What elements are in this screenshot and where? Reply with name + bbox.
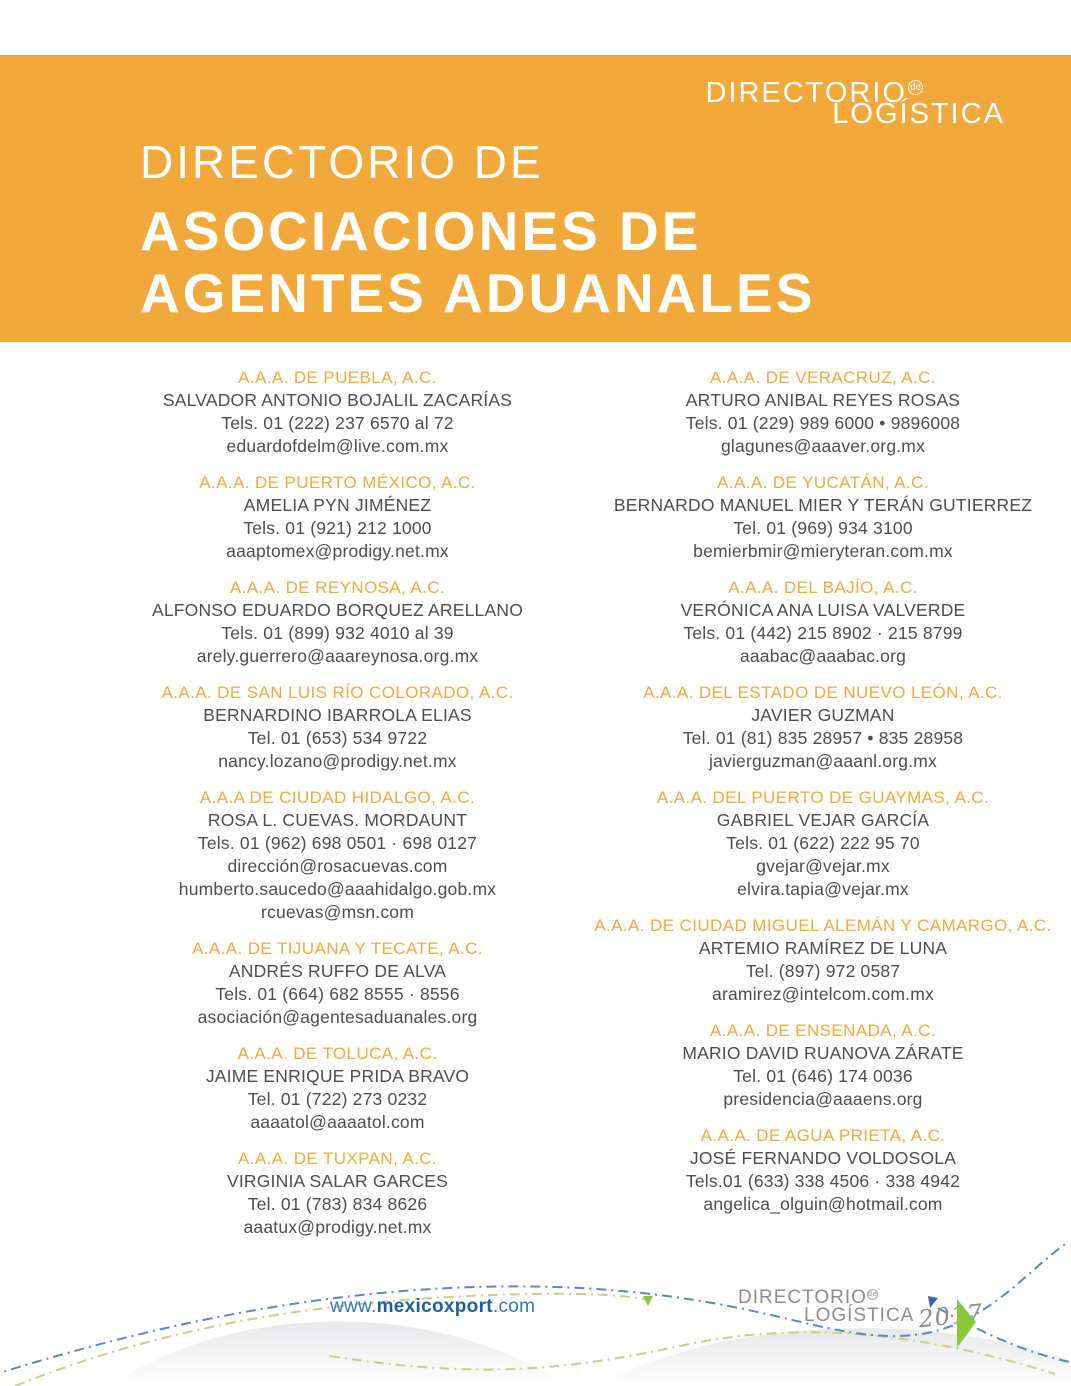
- association-name: A.A.A. DE PUEBLA, A.C.: [238, 368, 437, 387]
- header-banner: [0, 55, 1071, 342]
- footer-brand-de-badge-icon: de: [867, 1291, 878, 1298]
- directory-entry: [95, 366, 580, 458]
- association-name: A.A.A DE CIUDAD HIDALGO, A.C.: [199, 788, 476, 807]
- entry-detail: Tels. 01 (664) 682 8555 · 8556: [215, 984, 460, 1004]
- green-arrowhead-icon: [643, 1296, 653, 1306]
- directory-entry: [95, 1042, 580, 1134]
- directory-entry: [95, 576, 580, 668]
- association-name: A.A.A. DE TOLUCA, A.C.: [237, 1044, 438, 1063]
- entry-email: elvira.tapia@vejar.mx: [737, 879, 909, 899]
- entry-detail: Tel. 01 (653) 534 9722: [247, 728, 428, 748]
- directory-column-left: [95, 366, 580, 1252]
- footer-year: 2017: [917, 1298, 986, 1334]
- entry-email: javierguzman@aaanl.org.mx: [708, 751, 937, 771]
- entry-email: presidencia@aaaens.org: [723, 1089, 923, 1109]
- entry-detail: Tel. 01 (81) 835 28957 • 835 28958: [682, 728, 964, 748]
- directory-entry: [95, 681, 580, 773]
- directory-entry: [95, 1147, 580, 1239]
- footer-brand-directorio: DIRECTORIO: [738, 1287, 867, 1308]
- entry-email: aaaptomex@prodigy.net.mx: [226, 541, 449, 561]
- entry-detail: Tel. (897) 972 0587: [745, 961, 901, 981]
- footer-brand-logistica: LOGÍSTICA: [804, 1305, 915, 1326]
- entry-detail: ANDRÉS RUFFO DE ALVA: [228, 961, 447, 981]
- entry-detail: Tel. 01 (969) 934 3100: [733, 518, 913, 538]
- page-title-light: DIRECTORIO DE: [140, 136, 544, 188]
- entry-detail: MARIO DAVID RUANOVA ZÁRATE: [682, 1043, 964, 1063]
- entry-email: arely.guerrero@aaareynosa.org.mx: [196, 646, 479, 666]
- entry-detail: ARTURO ANIBAL REYES ROSAS: [685, 390, 961, 410]
- entry-email: bemierbmir@mieryteran.com.mx: [693, 541, 953, 561]
- entry-detail: VIRGINIA SALAR GARCES: [226, 1171, 449, 1191]
- entry-email: aaatux@prodigy.net.mx: [243, 1217, 432, 1237]
- association-name: A.A.A. DE CIUDAD MIGUEL ALEMÁN Y CAMARGO, A.C.: [594, 916, 1052, 935]
- footer-brand-logo: [738, 1287, 986, 1334]
- gray-arc-left: [110, 1321, 568, 1386]
- gray-arc-right: [598, 1328, 1071, 1386]
- entry-detail: Tels. 01 (899) 932 4010 al 39: [221, 623, 454, 643]
- association-name: A.A.A. DE TUXPAN, A.C.: [237, 1149, 437, 1168]
- directory-entry: [580, 471, 1066, 563]
- directory-entry: [580, 576, 1066, 668]
- association-name: A.A.A. DEL PUERTO DE GUAYMAS, A.C.: [656, 788, 990, 807]
- association-name: A.A.A. DEL BAJÍO, A.C.: [728, 578, 918, 597]
- association-name: A.A.A. DE SAN LUIS RÍO COLORADO, A.C.: [161, 683, 514, 702]
- directory-column-right: [580, 366, 1066, 1252]
- entry-email: aaabac@aaabac.org: [739, 646, 907, 666]
- brand-de-badge-icon: de: [909, 82, 922, 93]
- website-link[interactable]: [330, 1296, 535, 1318]
- directory-entry: [95, 937, 580, 1029]
- entry-detail: SALVADOR ANTONIO BOJALIL ZACARÍAS: [162, 390, 513, 410]
- brand-word-directorio: DIRECTORIO: [705, 77, 907, 109]
- entry-detail: JAIME ENRIQUE PRIDA BRAVO: [205, 1066, 470, 1086]
- entry-email: angelica_olguin@hotmail.com: [703, 1194, 943, 1214]
- entry-detail: Tel. 01 (722) 273 0232: [247, 1089, 428, 1109]
- website-suffix: .com: [492, 1296, 536, 1317]
- association-name: A.A.A. DE YUCATÁN, A.C.: [717, 473, 929, 492]
- entry-email: dirección@rosacuevas.com: [227, 856, 448, 876]
- directory-entry: [580, 1019, 1066, 1111]
- entry-detail: ARTEMIO RAMÍREZ DE LUNA: [698, 938, 948, 958]
- entry-detail: GABRIEL VEJAR GARCÍA: [716, 810, 930, 830]
- entry-detail: AMELIA PYN JIMÉNEZ: [243, 495, 432, 515]
- entry-detail: Tels. 01 (229) 989 6000 • 9896008: [685, 413, 961, 433]
- entry-detail: ALFONSO EDUARDO BORQUEZ ARELLANO: [151, 600, 524, 620]
- entry-detail: ROSA L. CUEVAS. MORDAUNT: [207, 810, 468, 830]
- green-arrow-icon: [957, 1299, 976, 1348]
- entry-email: gvejar@vejar.mx: [756, 856, 890, 876]
- directory-entry: [95, 471, 580, 563]
- association-name: A.A.A. DE PUERTO MÉXICO, A.C.: [199, 473, 476, 492]
- entry-email: asociación@agentesaduanales.org: [197, 1007, 478, 1027]
- entry-email: nancy.lozano@prodigy.net.mx: [218, 751, 457, 771]
- page-title-bold-2: AGENTES ADUANALES: [140, 261, 816, 324]
- entry-detail: Tel. 01 (783) 834 8626: [247, 1194, 428, 1214]
- entry-email: aramirez@intelcom.com.mx: [712, 984, 934, 1004]
- entry-detail: Tel. 01 (646) 174 0036: [733, 1066, 913, 1086]
- association-name: A.A.A. DE REYNOSA, A.C.: [229, 578, 446, 597]
- entry-detail: Tels. 01 (962) 698 0501 · 698 0127: [197, 833, 478, 853]
- association-name: A.A.A. DE AGUA PRIETA, A.C.: [700, 1126, 946, 1145]
- brand-word-logistica: LOGÍSTICA: [832, 98, 1005, 130]
- entry-email: glagunes@aaaver.org.mx: [720, 436, 926, 456]
- association-name: A.A.A. DE TIJUANA Y TECATE, A.C.: [192, 939, 483, 958]
- entry-email: humberto.saucedo@aaahidalgo.gob.mx: [178, 879, 497, 899]
- footer: [0, 1236, 1071, 1386]
- entry-detail: Tels.01 (633) 338 4506 · 338 4942: [685, 1171, 961, 1191]
- entry-email: aaaatol@aaaatol.com: [250, 1112, 425, 1132]
- directory-entry: [580, 786, 1066, 901]
- directory-entry: [580, 914, 1066, 1006]
- website-domain: mexicoxport: [376, 1296, 493, 1317]
- entry-detail: Tels. 01 (921) 212 1000: [243, 518, 432, 538]
- brand-logo: [705, 79, 1005, 129]
- entry-detail: Tels. 01 (442) 215 8902 · 215 8799: [683, 623, 963, 643]
- entry-email: eduardofdelm@live.com.mx: [226, 436, 449, 456]
- entry-detail: BERNARDO MANUEL MIER Y TERÁN GUTIERREZ: [613, 495, 1033, 515]
- entry-email: rcuevas@msn.com: [260, 902, 415, 922]
- association-name: A.A.A. DE ENSENADA, A.C.: [710, 1021, 936, 1040]
- entry-detail: BERNARDINO IBARROLA ELIAS: [203, 705, 472, 725]
- directory-entry: [580, 366, 1066, 458]
- entry-detail: Tels. 01 (622) 222 95 70: [726, 833, 920, 853]
- directory-listing: [0, 366, 1071, 1252]
- entry-detail: JOSÉ FERNANDO VOLDOSOLA: [689, 1148, 957, 1168]
- website-prefix: www.: [330, 1296, 377, 1317]
- page-title: [140, 135, 815, 324]
- association-name: A.A.A. DEL ESTADO DE NUEVO LEÓN, A.C.: [643, 683, 1003, 702]
- directory-entry: [580, 1124, 1066, 1216]
- directory-entry: [580, 681, 1066, 773]
- entry-detail: Tels. 01 (222) 237 6570 al 72: [221, 413, 454, 433]
- entry-detail: JAVIER GUZMAN: [751, 705, 895, 725]
- association-name: A.A.A. DE VERACRUZ, A.C.: [710, 368, 936, 387]
- page-title-bold-1: ASOCIACIONES DE: [140, 200, 702, 262]
- entry-detail: VERÓNICA ANA LUISA VALVERDE: [680, 600, 966, 620]
- directory-entry: [95, 786, 580, 924]
